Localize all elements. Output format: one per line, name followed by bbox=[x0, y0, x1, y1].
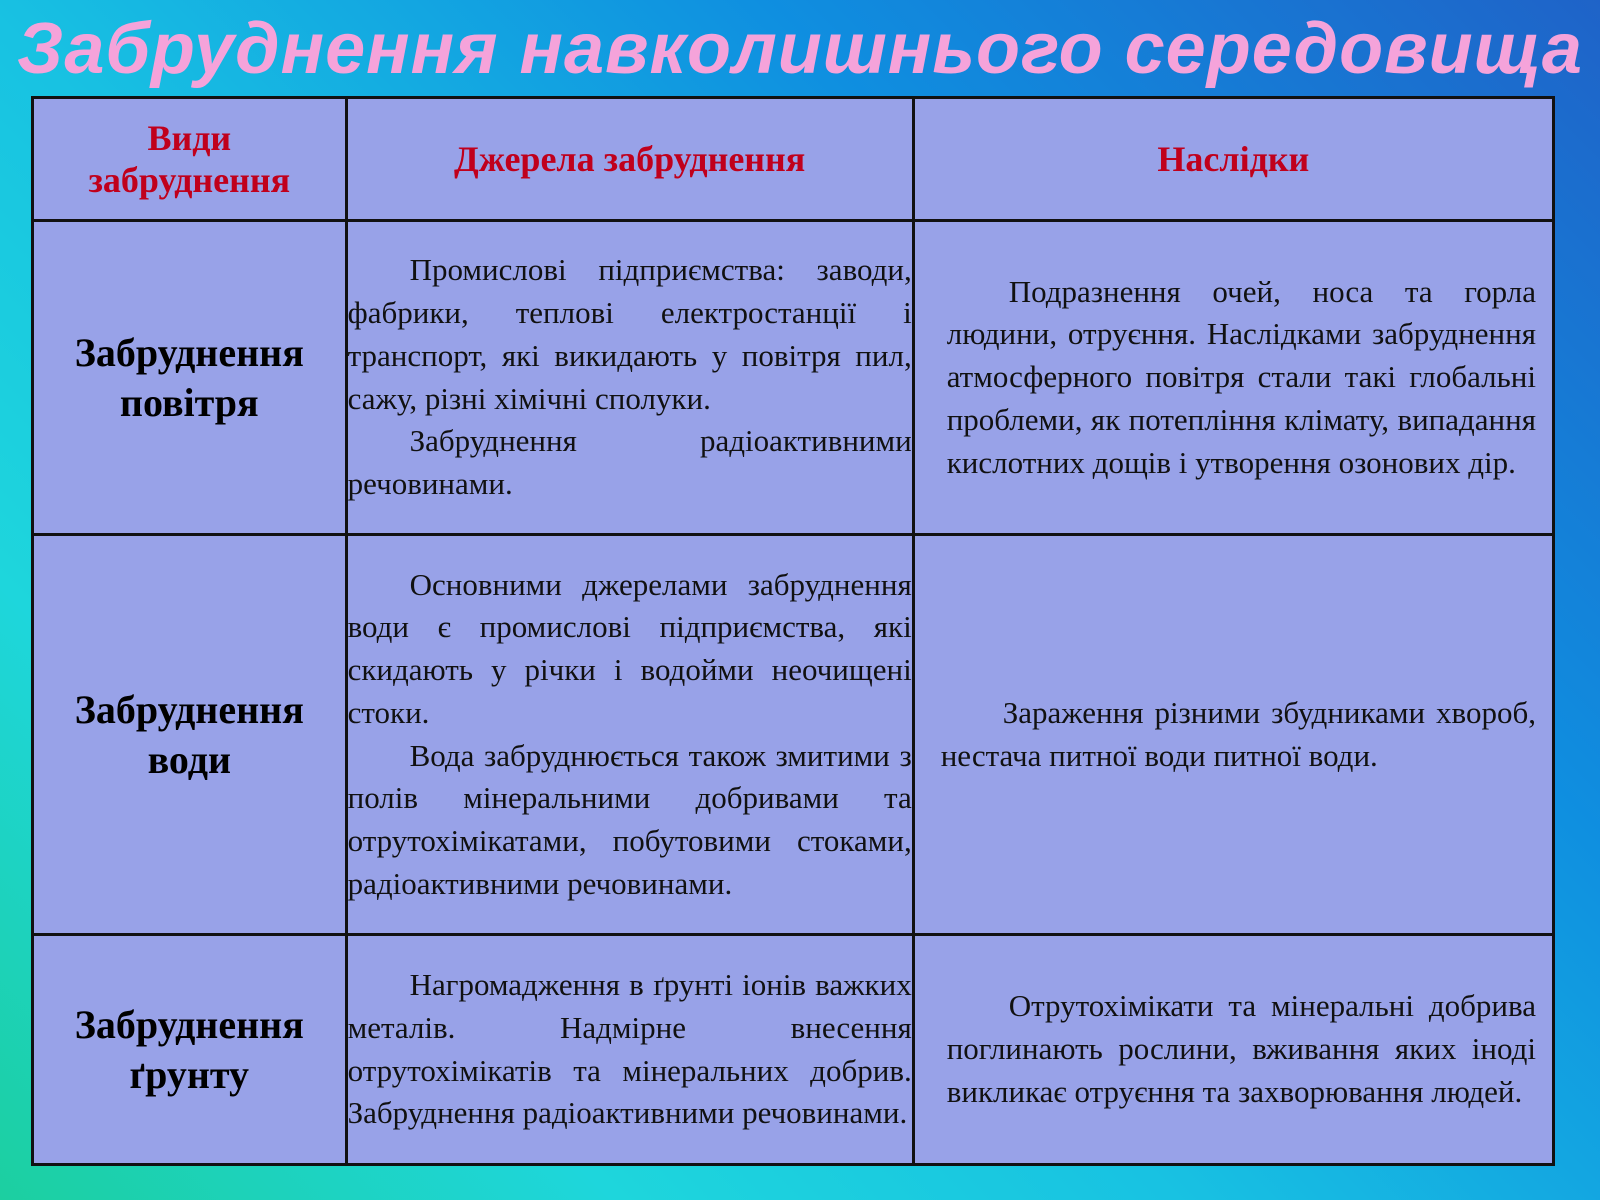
consequences-cell-soil bbox=[913, 935, 1553, 1165]
page-title: Забруднення навколишнього середовища bbox=[17, 9, 1583, 89]
sources-paragraph: Вода забруднюється також змитими з полів мінеральними добривами та отрутохімікатами, побутовими стоками, радіоактивними речовинами. bbox=[347, 737, 912, 901]
sources-paragraph: Промислові підприємства: заводи, фабрики, теплові електростанції і транспорт, які викидають у повітря пил, сажу, різні хімічні сполуки. bbox=[347, 252, 912, 416]
header-types-label: Види забруднення bbox=[88, 118, 291, 200]
consequences-paragraph: Отрутохімікати та мінеральні добрива поглинають рослини, вживання яких іноді викликає отруєння та захворювання людей. bbox=[946, 988, 1536, 1109]
table-row-water bbox=[33, 535, 1554, 935]
type-cell-soil bbox=[33, 935, 347, 1165]
sources-cell-water bbox=[346, 535, 913, 935]
consequences-paragraph: Зараження різними збудниками хвороб, нестача питної води питної води. bbox=[940, 694, 1536, 773]
header-consequences: Наслідки bbox=[913, 98, 1553, 221]
sources-cell-air bbox=[346, 221, 913, 535]
type-cell-air bbox=[33, 221, 347, 535]
pollution-table bbox=[31, 96, 1555, 1166]
consequences-paragraph: Подразнення очей, носа та горла людини, отруєння. Наслідками забруднення атмосферного повітря стали такі глобальні проблеми, як потепління клімату, випадання кислотних дощів і утворення озонових дір. bbox=[946, 273, 1536, 480]
consequences-cell-air bbox=[913, 221, 1553, 535]
type-label-water: Забруднення води bbox=[74, 686, 304, 782]
sources-paragraph: Основними джерелами забруднення води є промислові підприємства, які скидають у річки і водойми неочищені стоки. bbox=[347, 566, 912, 730]
sources-paragraph: Нагромадження в ґрунті іонів важких металів. Надмірне внесення отрутохімікатів та мінеральних добрив. Забруднення радіоактивними речовинами. bbox=[347, 967, 912, 1131]
header-sources: Джерела забруднення bbox=[346, 98, 913, 221]
table-row-soil bbox=[33, 935, 1554, 1165]
type-label-soil: Забруднення ґрунту bbox=[74, 1001, 304, 1097]
sources-paragraph: Забруднення радіоактивними речовинами. bbox=[347, 423, 912, 501]
type-label-air: Забруднення повітря bbox=[74, 329, 304, 425]
type-cell-water bbox=[33, 535, 347, 935]
consequences-cell-water bbox=[913, 535, 1553, 935]
table-header-row bbox=[33, 98, 1554, 221]
header-types bbox=[33, 98, 347, 221]
table-row-air bbox=[33, 221, 1554, 535]
sources-cell-soil bbox=[346, 935, 913, 1165]
